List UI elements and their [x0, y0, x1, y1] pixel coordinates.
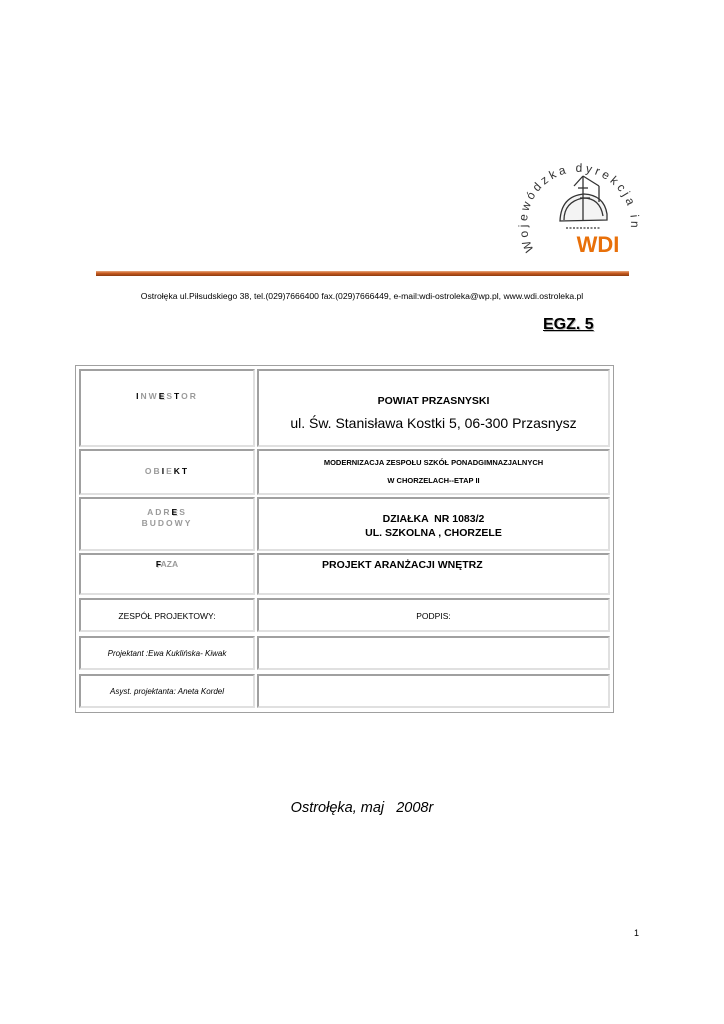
obiekt-line-2: W CHORZELACH--ETAP II — [387, 476, 480, 485]
contact-line: Ostrołęka ul.Piłsudskiego 38, tel.(029)7666400 fax.(029)7666449, e-mail:wdi-ostroleka@wp.pl, www.wdi.ostroleka.pl — [140, 291, 584, 301]
obiekt-label: OBIEKT — [144, 466, 190, 476]
projektant-name: Projektant :Ewa Kuklińska- Kiwak — [107, 649, 227, 658]
inwestor-value-cell — [257, 369, 610, 447]
adres-line-1: DZIAŁKA NR 1083/2 — [382, 513, 485, 525]
podpis-label-cell — [257, 598, 610, 632]
inwestor-name: POWIAT PRZASNYSKI — [377, 395, 490, 407]
adres-label-line-2: BUDOWY — [141, 518, 193, 528]
zespol-label-cell — [79, 598, 255, 632]
adres-line-2: UL. SZKOLNA , CHORZELE — [365, 527, 502, 539]
logo-abbreviation: WDI — [576, 232, 620, 257]
adres-value-cell — [257, 497, 610, 551]
asystent-cell — [79, 674, 255, 708]
faza-value-cell — [257, 553, 610, 595]
projektant-signature-cell — [257, 636, 610, 670]
podpis-label: PODPIS: — [416, 611, 451, 621]
adres-label-cell — [79, 497, 255, 551]
asystent-name: Asyst. projektanta: Aneta Kordel — [110, 687, 224, 696]
header-rule — [96, 271, 629, 276]
faza-label-cell — [79, 553, 255, 595]
logo-arc-text: Wojewódzka dyrekcja in — [515, 160, 643, 255]
projektant-cell — [79, 636, 255, 670]
helmet-crane-icon — [560, 176, 607, 228]
obiekt-line-1: MODERNIZACJA ZESPOŁU SZKÓŁ PONADGIMNAZJALNYCH — [323, 458, 544, 467]
copy-number: EGZ. 5 — [543, 316, 594, 333]
obiekt-label-cell — [79, 449, 255, 495]
wdi-logo-graphic — [504, 128, 654, 278]
faza-value: PROJEKT ARANŻACJI WNĘTRZ — [322, 559, 483, 571]
page-number: 1 — [634, 928, 640, 938]
inwestor-label: INWESTOR — [136, 391, 198, 401]
obiekt-value-cell — [257, 449, 610, 495]
title-table — [75, 365, 614, 713]
adres-label-line-1: ADRES — [147, 507, 187, 517]
asystent-signature-cell — [257, 674, 610, 708]
faza-label: FAZA — [155, 559, 179, 569]
zespol-label: ZESPÓŁ PROJEKTOWY: — [118, 611, 216, 621]
wdi-logo — [504, 128, 654, 278]
inwestor-label-cell — [79, 369, 255, 447]
inwestor-address: ul. Św. Stanisława Kostki 5, 06-300 Przasnysz — [290, 415, 577, 431]
place-date: Ostrołęka, maj 2008r — [290, 800, 434, 816]
